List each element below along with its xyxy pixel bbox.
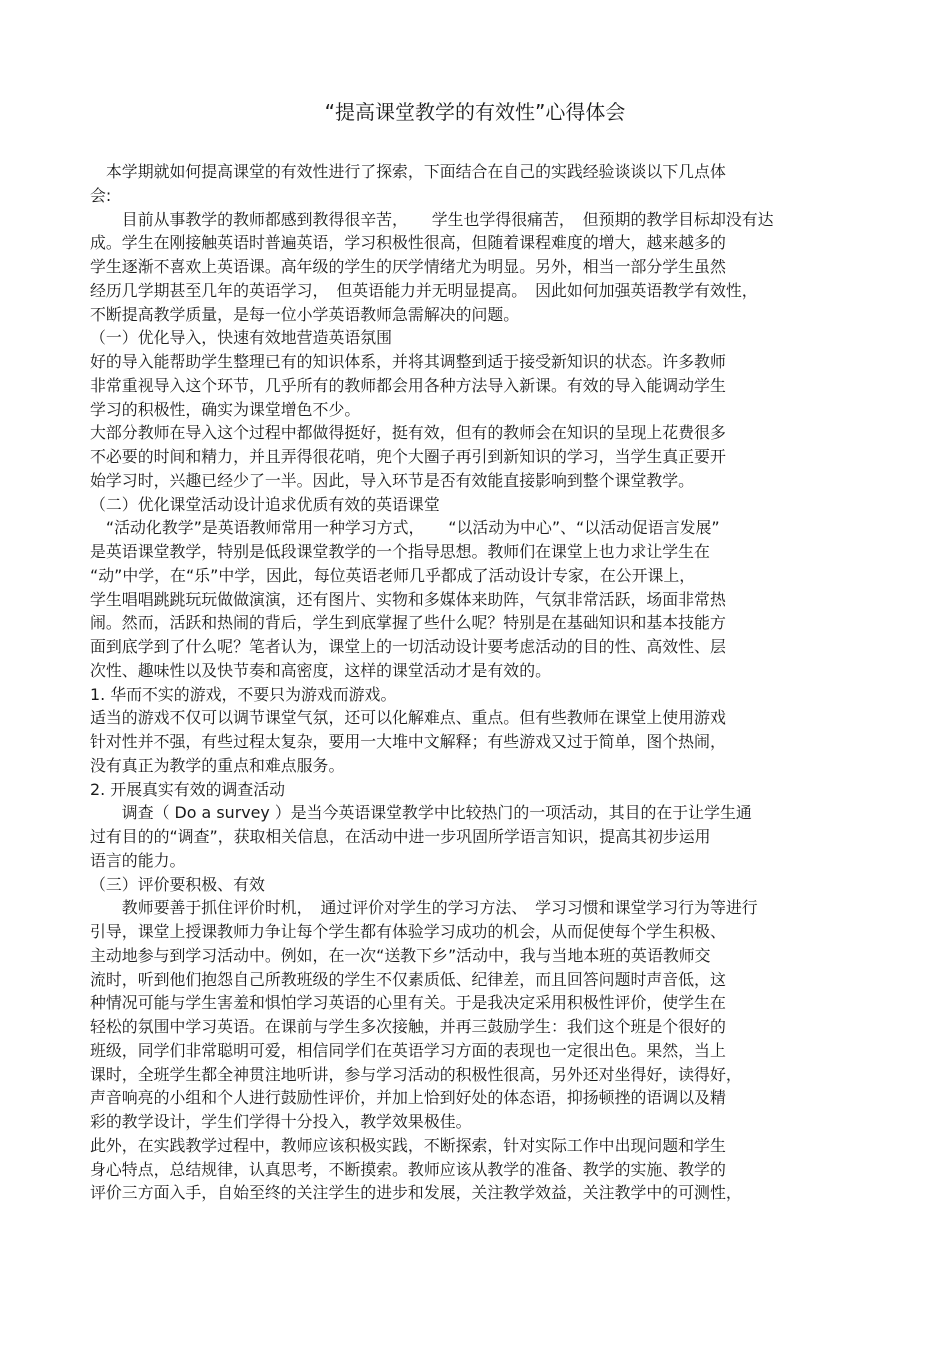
body-line: 轻松的氛围中学习英语。在课前与学生多次接触，并再三鼓励学生：我们这个班是个很好的 [90,1017,726,1036]
body-line: 非常重视导入这个环节，几乎所有的教师都会用各种方法导入新课。有效的导入能调动学生 [90,375,726,395]
body-line: 学习的积极性，确实为课堂增色不少。 [90,399,361,419]
body-line: 学生唱唱跳跳玩玩做做演演，还有图片、实物和多媒体来助阵，气氛非常活跃，场面非常热 [90,589,726,609]
body-line: 适当的游戏不仅可以调节课堂气氛，还可以化解难点、重点。但有些教师在课堂上使用游戏 [90,708,726,728]
body-line: 调查（ Do a survey ）是当今英语课堂教学中比较热门的一项活动，其目的在于让学生通 [90,803,752,823]
document-body [90,160,860,1205]
body-line: 1. 华而不实的游戏，不要只为游戏而游戏。 [90,684,397,704]
body-line: 过有目的的“调查”，获取相关信息，在活动中进一步巩固所学语言知识，提高其初步运用 [90,827,711,846]
body-line: 声音响亮的小组和个人进行鼓励性评价，并加上恰到好处的体态语，抑扬顿挫的语调以及精 [90,1088,726,1108]
body-line: 面到底学到了什么呢？笔者认为，课堂上的一切活动设计要考虑活动的目的性、高效性、层 [90,637,726,656]
body-line: 始学习时，兴趣已经少了一半。因此，导入环节是否有效能直接影响到整个课堂教学。 [90,470,695,490]
body-line: 针对性并不强，有些过程太复杂，要用一大堆中文解释；有些游戏又过于简单，图个热闹， [90,732,726,751]
body-line: 2. 开展真实有效的调查活动 [90,779,286,799]
body-line: 主动地参与到学习活动中。例如，在一次“送教下乡”活动中，我与当地本班的英语教师交 [90,945,711,965]
body-line: 好的导入能帮助学生整理已有的知识体系，并将其调整到适于接受新知识的状态。许多教师 [90,352,726,371]
body-line: （三）评价要积极、有效 [90,874,265,894]
body-line: 班级，同学们非常聪明可爱，相信同学们在英语学习方面的表现也一定很出色。果然，当上 [90,1040,726,1060]
body-line: 是英语课堂教学，特别是低段课堂教学的一个指导思想。教师们在课堂上也力求让学生在 [90,542,710,561]
document-title: “提高课堂教学的有效性”心得体会 [324,100,626,124]
body-line: （一）优化导入，快速有效地营造英语氛围 [90,328,393,348]
body-line: “活动化教学”是英语教师常用一种学习方式， “以活动为中心”、“以活动促语言发展” [90,518,720,538]
body-line: 闹。然而，活跃和热闹的背后，学生到底掌握了些什么呢？特别是在基础知识和基本技能方 [90,613,726,633]
body-line: 成。学生在刚接触英语时普遍英语，学习积极性很高，但随着课程难度的增大，越来越多的 [90,233,726,253]
body-line: 流时，听到他们抱怨自己所教班级的学生不仅素质低、纪律差，而且回答问题时声音低，这 [90,969,726,989]
body-line: 课时，全班学生都全神贯注地听讲，参与学习活动的积极性很高，另外还对坐得好，读得好， [90,1064,742,1084]
body-line: 语言的能力。 [90,850,186,870]
body-line: 引导，课堂上授课教师力争让每个学生都有体验学习成功的机会，从而促使每个学生积极、 [90,922,726,941]
body-line: 目前从事教学的教师都感到教得很辛苦， 学生也学得很痛苦， 但预期的教学目标却没有达 [90,209,774,229]
body-line: 此外，在实践教学过程中，教师应该积极实践，不断探索，针对实际工作中出现问题和学生 [90,1135,726,1155]
body-line: 本学期就如何提高课堂的有效性进行了探索，下面结合在自己的实践经验谈谈以下几点体 [90,162,726,181]
body-line: 种情况可能与学生害羞和惧怕学习英语的心里有关。于是我决定采用积极性评价，使学生在 [90,993,726,1013]
body-line: 大部分教师在导入这个过程中都做得挺好，挺有效，但有的教师会在知识的呈现上花费很多 [90,423,726,443]
body-line: （二）优化课堂活动设计追求优质有效的英语课堂 [90,494,440,514]
body-line: 身心特点，总结规律，认真思考，不断摸索。教师应该从教学的准备、教学的实施、教学的 [90,1159,726,1179]
body-line: 评价三方面入手，自始至终的关注学生的进步和发展，关注教学效益，关注教学中的可测性， [90,1183,742,1203]
body-line: 学生逐渐不喜欢上英语课。高年级的学生的厌学情绪尤为明显。另外，相当一部分学生虽然 [90,257,726,276]
body-line: 会: [90,185,112,205]
body-line: 不断提高教学质量，是每一位小学英语教师急需解决的问题。 [90,304,520,324]
body-line: 彩的教学设计，学生们学得十分投入，教学效果极佳。 [90,1112,472,1131]
body-line: “动”中学，在“乐”中学，因此，每位英语老师几乎都成了活动设计专家，在公开课上， [90,565,696,585]
body-line: 次性、趣味性以及快节奏和高密度，这样的课堂活动才是有效的。 [90,660,552,680]
body-line: 没有真正为教学的重点和难点服务。 [90,755,345,775]
body-line: 经历几学期甚至几年的英语学习， 但英语能力并无明显提高。 因此如何加强英语教学有效性， [90,280,758,300]
body-line: 教师要善于抓住评价时机， 通过评价对学生的学习方法、 学习习惯和课堂学习行为等进行 [90,898,758,918]
body-line: 不必要的时间和精力，并且弄得很花哨，兜个大圈子再引到新知识的学习，当学生真正要开 [90,447,726,466]
